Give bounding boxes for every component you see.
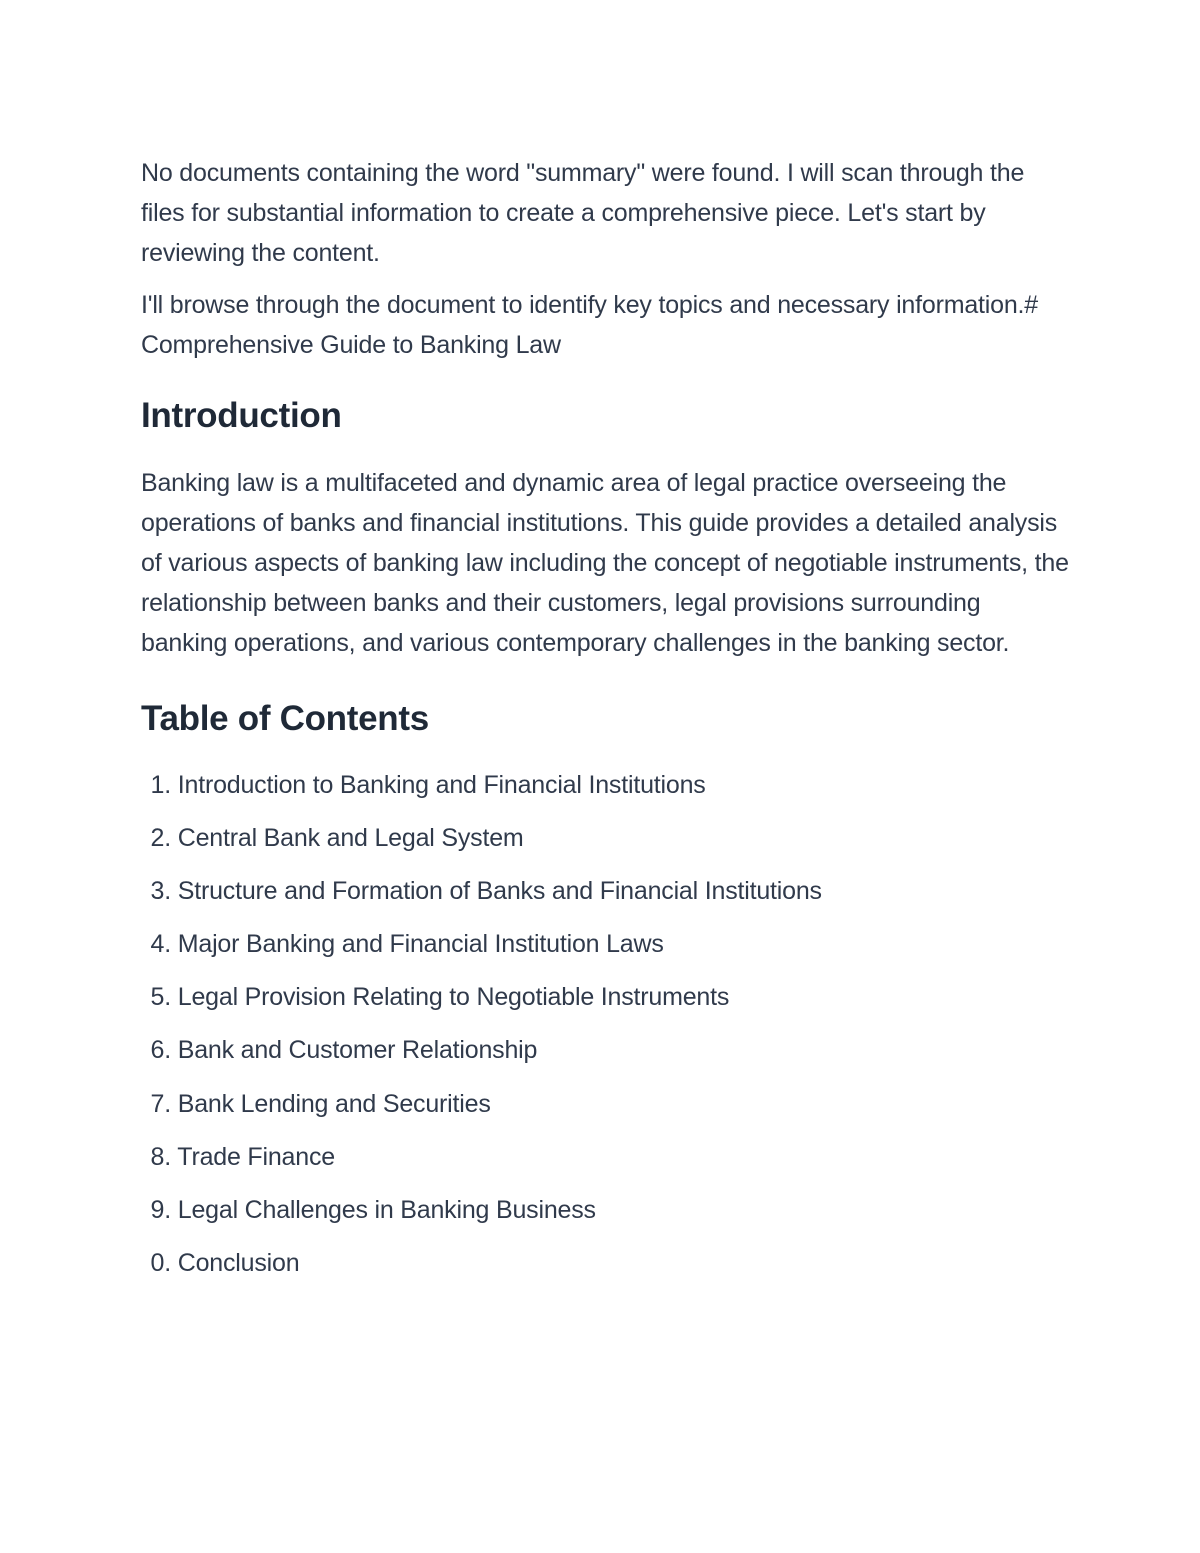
toc-item-number: 6. — [150, 1036, 171, 1065]
toc-item — [141, 1137, 1071, 1177]
toc-item-number: 5. — [150, 983, 171, 1012]
introduction-body: Banking law is a multifaceted and dynamic area of legal practice overseeing the operations of banks and financial institutions. This guide provides a detailed analysis of various aspects of banking law including the concept of negotiable instruments, the relationship between banks and their customers, legal provisions surrounding banking operations, and various contemporary challenges in the banking sector. — [141, 469, 1069, 657]
toc-item-label: Trade Finance — [177, 1142, 335, 1171]
toc-item-number: 2. — [150, 824, 171, 853]
toc-item-label: Structure and Formation of Banks and Financial Institutions — [177, 877, 822, 906]
table-of-contents-list — [141, 765, 1071, 1283]
toc-item-label: Legal Provision Relating to Negotiable Instruments — [177, 983, 730, 1012]
toc-item-number: 9. — [150, 1195, 171, 1224]
toc-item-label: Legal Challenges in Banking Business — [177, 1195, 596, 1224]
toc-item-label: Bank and Customer Relationship — [177, 1036, 538, 1065]
toc-item — [141, 765, 1071, 805]
toc-item — [141, 871, 1071, 911]
toc-item-number: 7. — [150, 1089, 171, 1118]
toc-item-label: Major Banking and Financial Institution Laws — [177, 930, 664, 959]
toc-item-number: 8. — [150, 1142, 171, 1171]
toc-item — [141, 977, 1071, 1017]
toc-item — [141, 818, 1071, 858]
toc-item-label: Central Bank and Legal System — [177, 824, 524, 853]
table-of-contents-heading: Table of Contents — [141, 699, 429, 738]
browse-paragraph: I'll browse through the document to identify key topics and necessary information.# Comprehensive Guide to Banking Law — [141, 291, 1038, 359]
toc-item — [141, 1243, 1071, 1283]
toc-item-number: 1. — [150, 771, 171, 799]
document-page — [141, 153, 1071, 1296]
toc-item — [141, 1084, 1071, 1124]
status-paragraph: No documents containing the word "summary" were found. I will scan through the files for substantial information to create a comprehensive piece. Let's start by reviewing the content. — [141, 159, 1025, 267]
toc-item-label: Conclusion — [177, 1248, 300, 1277]
toc-item-number: 4. — [150, 930, 171, 959]
toc-item-label: Introduction to Banking and Financial Institutions — [177, 771, 706, 799]
toc-item — [141, 1030, 1071, 1070]
toc-item-number: 0. — [150, 1248, 171, 1277]
toc-item-label: Bank Lending and Securities — [177, 1089, 491, 1118]
toc-item — [141, 924, 1071, 964]
toc-item-number: 3. — [150, 877, 171, 906]
toc-item — [141, 1190, 1071, 1230]
introduction-heading: Introduction — [141, 396, 342, 435]
